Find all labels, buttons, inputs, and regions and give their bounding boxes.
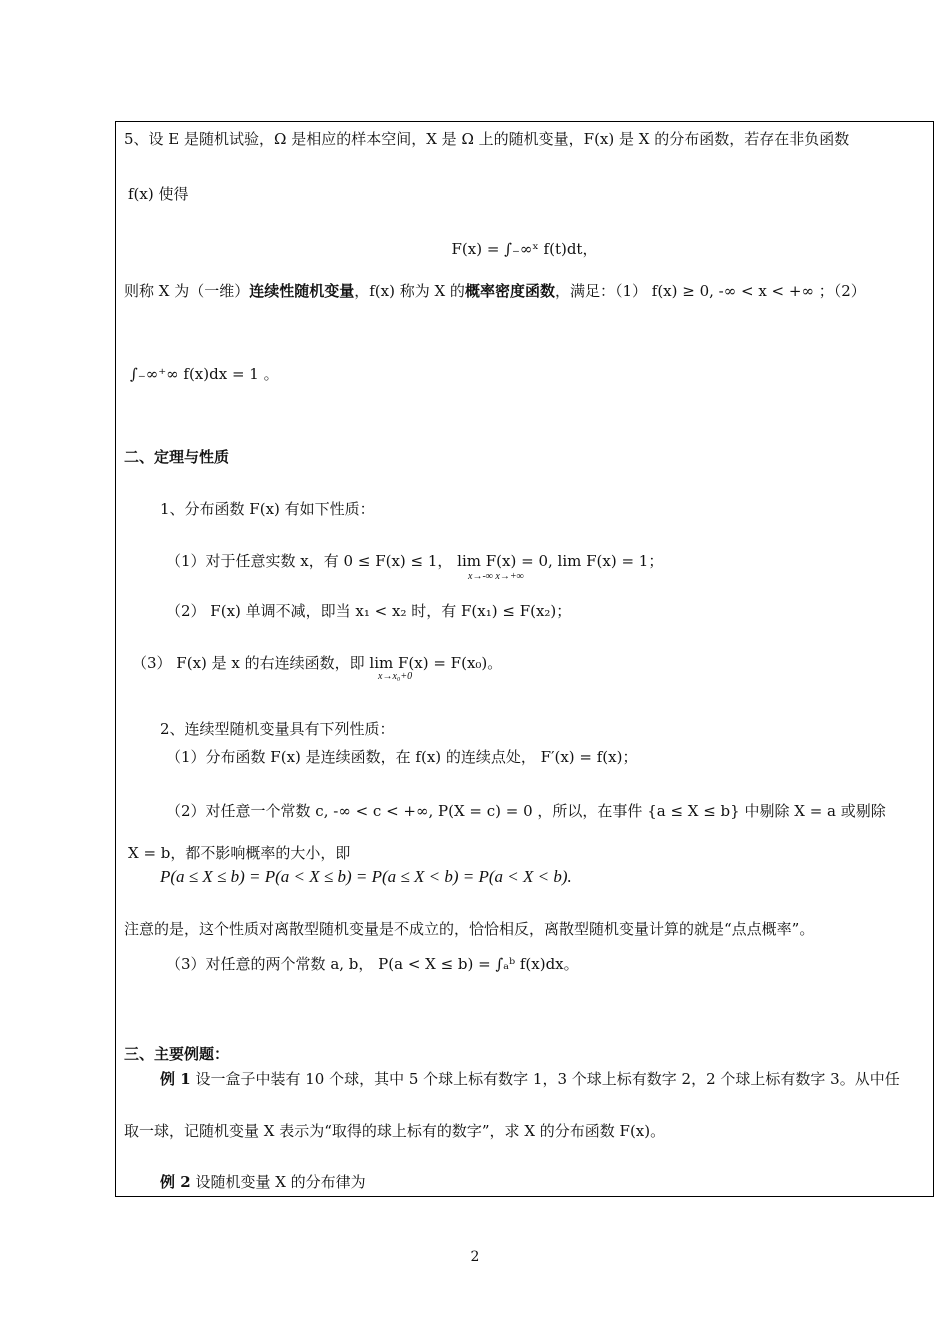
prop1-title: 1、分布函数 F(x) 有如下性质： [160,500,375,518]
def5-line3-mid: ，f(x) 称为 X 的 [354,282,465,300]
prop2-title: 2、连续型随机变量具有下列性质： [160,720,395,738]
example1-text1: 设一盒子中装有 10 个球，其中 5 个球上标有数字 1，3 个球上标有数字 2，2 个球上标有数字 3。从中任 [190,1070,900,1088]
def5-term-density: 概率密度函数 [464,282,555,300]
prop2-item3: （3）对任意的两个常数 a, b， P(a < X ≤ b) = ∫ₐᵇ f(x)dx。 [166,955,579,973]
example1-line2: 取一球，记随机变量 X 表示为“取得的球上标有的数字”，求 X 的分布函数 F(x)。 [124,1122,666,1140]
example1-line1 [160,1068,900,1090]
example2-line1 [160,1171,366,1193]
def5-line3-pre: 则称 X 为（一维） [124,282,250,300]
prop1-item3-subscript: x→x₀+0 [378,671,413,682]
def5-line3 [124,280,866,302]
prop1-item1: （1）对于任意实数 x，有 0 ≤ F(x) ≤ 1， lim F(x) = 0, lim F(x) = 1； [166,552,664,570]
example2-text1: 设随机变量 X 的分布律为 [190,1173,366,1191]
example1-label: 例 1 [160,1070,191,1088]
def5-line3-post: ，满足：（1） f(x) ≥ 0, -∞ < x < +∞ ；（2） [554,282,866,300]
section3-heading-text: 三、主要例题： [124,1045,230,1063]
example2-label: 例 2 [160,1173,191,1191]
section2-heading [124,446,229,468]
def5-line1: 5、设 E 是随机试验，Ω 是相应的样本空间，X 是 Ω 上的随机变量，F(x) 是 X 的分布函数，若存在非负函数 [124,130,850,148]
prop2-item1: （1）分布函数 F(x) 是连续函数，在 f(x) 的连续点处， F′(x) = f(x)； [166,748,638,766]
prop2-item2c: P(a ≤ X ≤ b) = P(a < X ≤ b) = P(a ≤ X < b) = P(a < X < b). [160,867,572,886]
prop1-item2: （2） F(x) 单调不减，即当 x₁ < x₂ 时，有 F(x₁) ≤ F(x₂)； [166,602,572,620]
def5-line4: ∫₋∞⁺∞ f(x)dx = 1 。 [130,365,279,383]
section3-heading [124,1043,229,1065]
def5-line2: f(x) 使得 [128,185,189,203]
prop2-item2a: （2）对任意一个常数 c, -∞ < c < +∞, P(X = c) = 0 ，所以，在事件 {a ≤ X ≤ b} 中剔除 X = a 或剔除 [166,802,886,820]
def5-term-continuous: 连续性随机变量 [249,282,355,300]
section2-heading-text: 二、定理与性质 [124,448,230,466]
prop2-note: 注意的是，这个性质对离散型随机变量是不成立的，恰恰相反，离散型随机变量计算的就是“点点概率”。 [124,920,815,938]
prop1-item3: （3） F(x) 是 x 的右连续函数，即 lim F(x) = F(x₀)。 [132,654,503,672]
page-number: 2 [470,1249,480,1265]
def5-formula: F(x) = ∫₋∞ˣ f(t)dt， [451,240,598,258]
prop2-item2b: X = b，都不影响概率的大小，即 [128,844,351,862]
prop1-item1-subscripts: x→-∞ x→+∞ [468,571,524,582]
